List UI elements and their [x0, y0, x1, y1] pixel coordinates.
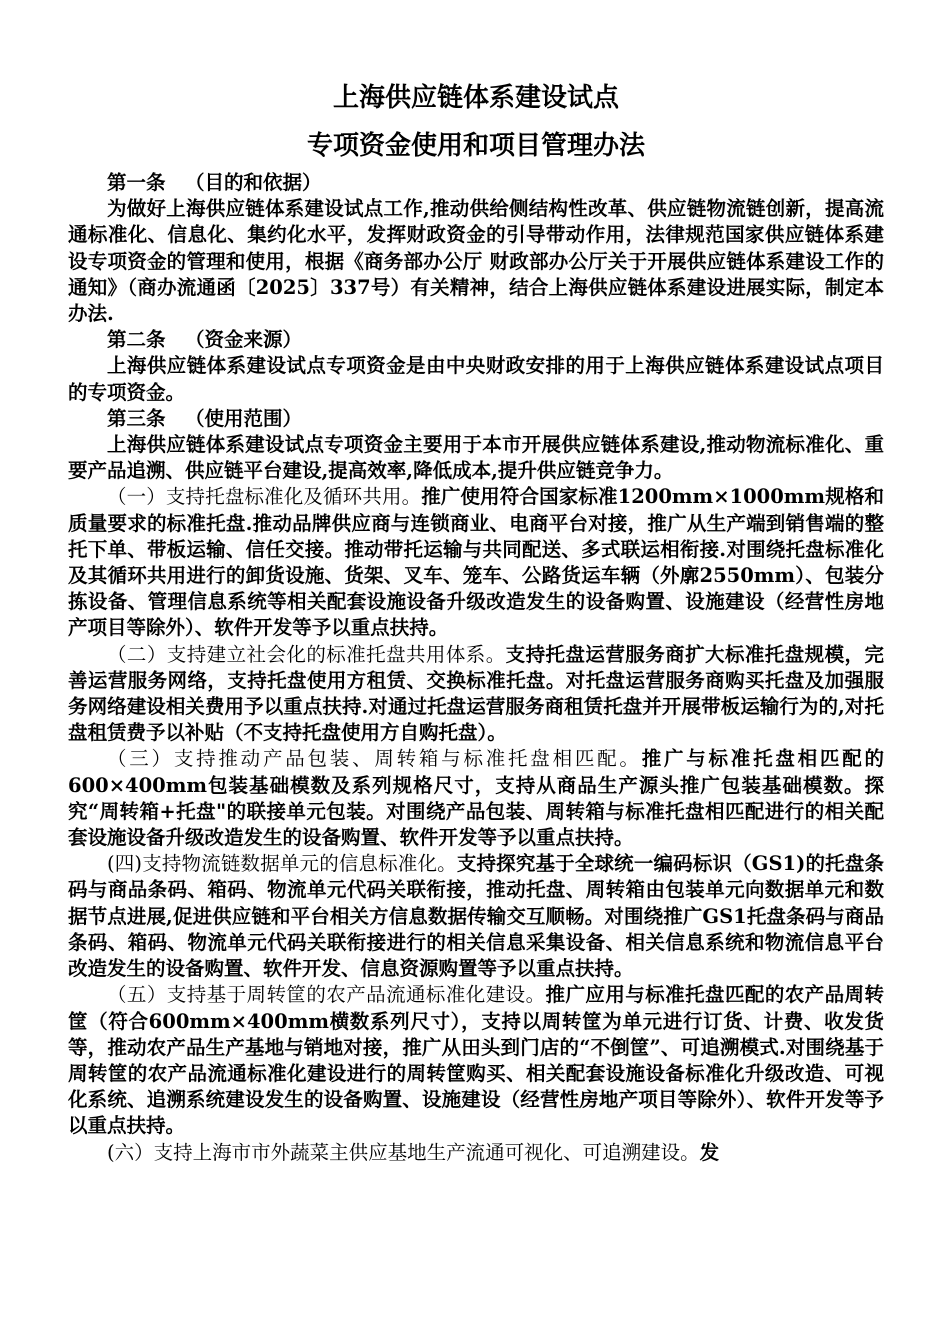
title-line-2: 专项资金使用和项目管理办法 — [306, 131, 645, 161]
article-3-heading — [68, 406, 884, 432]
article-1-body: 为做好上海供应链体系建设试点工作,推动供给侧结构性改革、供应链物流链创新，提高流通标准化、信息化、集约化水平，发挥财政资金的引导带动作用，法律规范国家供应链体系建设专项资金的管理和使用，根据《商务部办公厅 财政部办公厅关于开展供应链体系建设工作的通知》（商办流通函〔2025〕337号）有关精神，结合上海供应链体系建设进展实际，制定本办法. — [68, 197, 884, 326]
article-3-title: （使用范围） — [185, 406, 303, 430]
article-2-body: 上海供应链体系建设试点专项资金是由中央财政安排的用于上海供应链体系建设试点项目的专项资金。 — [68, 354, 884, 404]
article-1-number: 第一条 — [107, 171, 166, 194]
item-2-paragraph — [68, 642, 884, 747]
item-1-paragraph — [68, 484, 884, 641]
item-4-paragraph — [68, 851, 884, 982]
item-3-body: 推广与标准托盘相匹配的600×400mm包装基础模数及系列规格尺寸，支持从商品生产源头推广包装基础模数。探究“周转箱+托盘"的联接单元包装。对围绕产品包装、周转箱与标准托盘相匹配进行的相关配套设施设备升级改造发生的设备购置、软件开发等予以重点扶持。 — [68, 747, 884, 850]
item-3-title: （三）支持推动产品包装、周转箱与标准托盘相匹配。 — [107, 747, 642, 771]
item-2-title: （二）支持建立社会化的标准托盘共用体系。 — [107, 642, 506, 666]
item-3-paragraph — [68, 746, 884, 851]
item-4-title: (四)支持物流链数据单元的信息标准化。 — [107, 852, 457, 876]
item-6-paragraph — [68, 1140, 884, 1166]
item-5-title: （五）支持基于周转筐的农产品流通标准化建设。 — [107, 983, 546, 1007]
title-line-1: 上海供应链体系建设试点 — [332, 83, 619, 113]
item-6-body: 发 — [699, 1140, 720, 1164]
article-2-title: （资金来源） — [185, 328, 303, 352]
article-2-number: 第二条 — [107, 328, 166, 352]
item-2-body: 支持托盘运营服务商扩大标准托盘规模，完善运营服务网络，支持托盘使用方租赁、交换标准托盘。对托盘运营服务商购买托盘及加强服务网络建设相关费用予以重点扶持.对通过托盘运营服务商租赁托盘并开展带板运输行为的,对托盘租赁费予以补贴（不支持托盘使用方自购托盘）。 — [68, 642, 884, 745]
article-1-heading — [68, 170, 884, 196]
item-5-body: 推广应用与标准托盘匹配的农产品周转筐（符合600mm×400mm横数系列尺寸），支持以周转筐为单元进行订货、计费、收发货等，推动农产品生产基地与销地对接，推广从田头到门店的“不倒筐”、可追溯模式.对围绕基于周转筐的农产品流通标准化建设进行的周转筐购买、相关配套设施设备标准化升级改造、可视化系统、追溯系统建设发生的设备购置、设施建设（经营性房地产项目等除外）、软件开发等予以重点扶持。 — [68, 983, 884, 1138]
article-2-heading — [68, 327, 884, 353]
document-title — [68, 74, 884, 170]
item-1-body: 推广使用符合国家标准1200mm×1000mm规格和质量要求的标准托盘.推动品牌供应商与连锁商业、电商平台对接，推广从生产端到销售端的整托下单、带板运输、信任交接。推动带托运输与共同配送、多式联运相衔接.对围绕托盘标准化及其循环共用进行的卸货设施、货架、叉车、笼车、公路货运车辆（外廓2550mm）、包装分拣设备、管理信息系统等相关配套设施设备升级改造发生的设备购置、设施建设（经营性房地产项目等除外）、软件开发等予以重点扶持。 — [68, 485, 884, 640]
item-4-body: 支持探究基于全球统一编码标识（GS1)的托盘条码与商品条码、箱码、物流单元代码关联衔接，推动托盘、周转箱由包装单元向数据单元和数据节点进展,促进供应链和平台相关方信息数据传输交互顺畅。对围绕推广GS1托盘条码与商品条码、箱码、物流单元代码关联衔接进行的相关信息采集设备、相关信息系统和物流信息平台改造发生的设备购置、软件开发、信息资源购置等予以重点扶持。 — [68, 852, 884, 981]
article-3-body: 上海供应链体系建设试点专项资金主要用于本市开展供应链体系建设,推动物流标准化、重要产品追溯、供应链平台建设,提高效率,降低成本,提升供应链竞争力。 — [68, 433, 884, 483]
item-6-title: (六）支持上海市市外蔬菜主供应基地生产流通可视化、可追溯建设。 — [107, 1140, 700, 1164]
article-1-title: （目的和依据） — [185, 171, 322, 194]
article-3-number: 第三条 — [107, 406, 166, 430]
item-5-paragraph — [68, 982, 884, 1139]
item-1-title: （一）支持托盘标准化及循环共用。 — [107, 485, 422, 509]
